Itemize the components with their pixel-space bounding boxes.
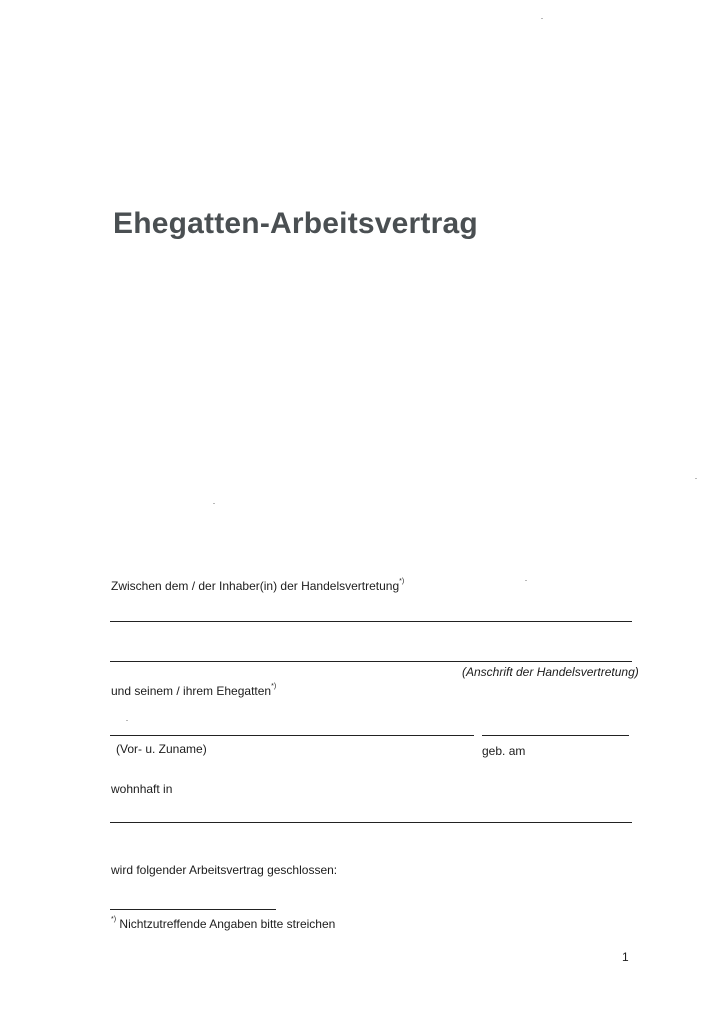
spouse-intro-footnote-mark: *) [271,683,277,690]
spouse-name-line[interactable] [110,735,474,736]
spouse-intro [111,684,276,698]
scan-speck [695,478,697,479]
footnote [111,917,335,931]
party-intro [111,579,404,593]
spouse-intro-text: und seinem / ihrem Ehegatten [111,684,272,698]
residence-line[interactable] [110,822,632,823]
scan-speck [126,720,128,721]
scan-speck [525,580,527,581]
party-intro-text: Zwischen dem / der Inhaber(in) der Handelsvertretung [111,579,400,593]
owner-address-line[interactable] [110,661,632,662]
page-number: 1 [622,950,629,964]
scan-speck [541,18,543,19]
document-title: Ehegatten-Arbeitsvertrag [113,207,478,240]
owner-name-line[interactable] [110,621,632,622]
scan-speck [213,503,215,504]
footnote-mark: *) [111,916,117,923]
footnote-divider [110,909,276,910]
party-intro-footnote-mark: *) [399,578,405,585]
name-label: (Vor- u. Zuname) [116,742,207,756]
footnote-text: Nichtzutreffende Angaben bitte streichen [119,917,336,931]
birth-date-line[interactable] [482,735,629,736]
birth-label: geb. am [482,744,526,758]
closing-sentence: wird folgender Arbeitsvertrag geschlossen: [111,863,338,877]
residence-label: wohnhaft in [111,782,173,796]
address-label: (Anschrift der Handelsvertretung) [462,665,639,679]
